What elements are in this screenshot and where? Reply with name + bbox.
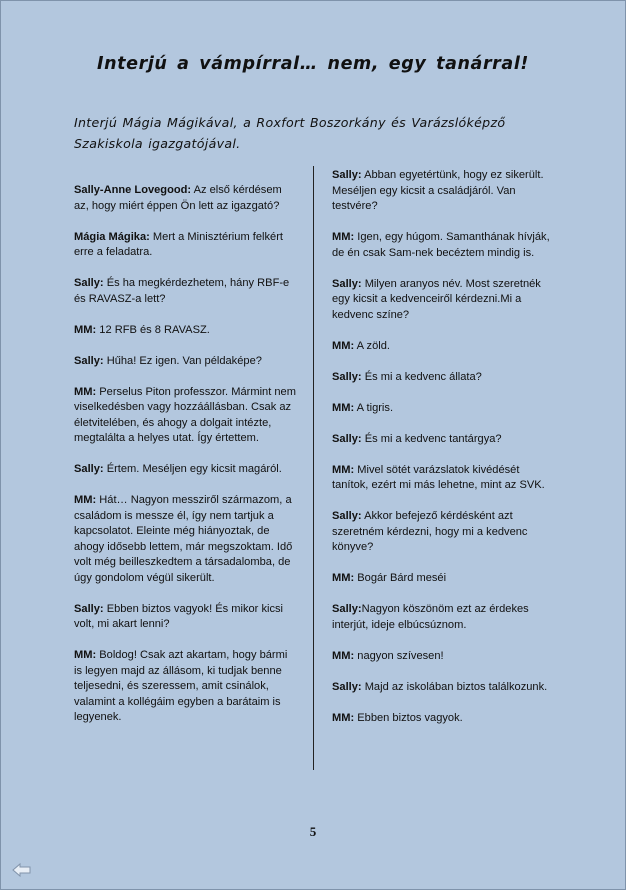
dialogue-text: Boldog! Csak azt akartam, hogy bármi is legyen majd az állásom, ki tudjak benne teljesedni, és szeressem, amit csinálok, valamint a kollégáim egyben a barátaim is legyenek. [74, 649, 288, 723]
speaker-label: MM: [332, 231, 355, 243]
dialogue-line [332, 277, 554, 324]
dialogue-line [332, 370, 554, 386]
back-arrow-icon[interactable] [12, 862, 32, 878]
dialogue-line [74, 354, 296, 370]
dialogue-text: És mi a kedvenc tantárgya? [361, 432, 502, 445]
dialogue-line [332, 463, 554, 494]
dialogue-text: Akkor befejező kérdésként azt szeretném kérdezni, hogy mi a kedvenc könyve? [332, 510, 528, 553]
dialogue-text: Ebben biztos vagyok! És mikor kicsi volt, mi akart lenni? [74, 602, 284, 630]
speaker-label: Sally: [332, 277, 362, 290]
right-column [332, 168, 554, 742]
speaker-label: Sally: [74, 354, 104, 367]
dialogue-line [332, 680, 554, 696]
speaker-label: Sally: [332, 603, 362, 615]
dialogue-text: Milyen aranyos név. Most szeretnék egy kicsit a kedvenceiről kérdezni.Mi a kedvenc színe? [332, 277, 541, 321]
dialogue-line [332, 602, 554, 633]
page-subtitle: Interjú Mágia Mágikával, a Roxfort Boszorkány és Varázslóképző Szakiskola igazgatójával. [74, 115, 506, 151]
speaker-label: MM: [332, 711, 355, 724]
dialogue-line [332, 509, 554, 556]
dialogue-text: Hát… Nagyon messziről származom, a családom is messze él, így nem tartjuk a kapcsolatot. Eleinte még hiányoztak, de ahogy idősebb lettem, már megszoktam. Idő volt még beilleszkedtem a társadalomba, de úgy gondolom végül sikerült. [74, 494, 293, 584]
speaker-label: Sally: [332, 432, 362, 445]
left-column [74, 183, 296, 741]
dialogue-text: Mert a Minisztérium felkért erre a feladatra. [74, 230, 283, 258]
speaker-label: MM: [74, 649, 97, 661]
column-divider [313, 166, 314, 770]
speaker-label: MM: [332, 339, 355, 352]
dialogue-line [332, 571, 554, 587]
dialogue-line [332, 230, 554, 261]
speaker-label: MM: [332, 401, 355, 414]
speaker-label: Sally: [332, 680, 362, 693]
speaker-label: Sally: [74, 463, 104, 475]
dialogue-text: A tigris. [354, 401, 394, 414]
dialogue-line [74, 323, 296, 339]
dialogue-text: A zöld. [354, 339, 390, 352]
dialogue-text: Perselus Piton professzor. Mármint nem viselkedésben vagy hozzáállásban. Csak az életvitelében, és ahogy a dolgait intézte, megtalálta a helyes utat. Így értettem. [74, 385, 296, 444]
page-number: 5 [309, 824, 317, 839]
speaker-label: Sally: [74, 602, 104, 615]
dialogue-line [332, 339, 554, 355]
speaker-label: MM: [74, 385, 97, 398]
dialogue-line [74, 385, 296, 447]
dialogue-text: Majd az iskolában biztos találkozunk. [361, 680, 548, 693]
dialogue-line [332, 168, 554, 215]
dialogue-line [74, 462, 296, 478]
page-title: Interjú a vámpírral… nem, egy tanárral! [96, 54, 529, 74]
dialogue-line [74, 183, 296, 214]
dialogue-text: 12 RFB és 8 RAVASZ. [96, 323, 210, 336]
speaker-label: Sally: [74, 277, 104, 289]
dialogue-text: És ha megkérdezhetem, hány RBF-e és RAVASZ-a lett? [74, 277, 290, 305]
speaker-label: MM: [332, 463, 355, 476]
dialogue-text: nagyon szívesen! [354, 649, 444, 662]
dialogue-line [332, 401, 554, 417]
dialogue-text: Hűha! Ez igen. Van példaképe? [103, 354, 262, 367]
dialogue-text: Értem. Meséljen egy kicsit magáról. [103, 463, 282, 475]
speaker-label: Sally-Anne Lovegood: [74, 184, 192, 196]
dialogue-line [332, 432, 554, 448]
dialogue-text: Bogár Bárd meséi [354, 572, 447, 584]
dialogue-line [74, 493, 296, 586]
dialogue-text: Igen, egy húgom. Samanthának hívják, de én csak Sam-nek becéztem mindig is. [332, 231, 550, 259]
speaker-label: Sally: [332, 510, 362, 522]
speaker-label: Sally: [332, 370, 362, 383]
dialogue-text: Ebben biztos vagyok. [354, 711, 463, 724]
dialogue-text: Mivel sötét varázslatok kivédését tanítok, ezért mi más lehetne, mint az SVK. [332, 463, 545, 491]
dialogue-text: Nagyon köszönöm ezt az érdekes interjút, ideje elbúcsúznom. [332, 603, 529, 631]
dialogue-line [74, 648, 296, 726]
dialogue-line [332, 711, 554, 727]
dialogue-line [332, 649, 554, 665]
dialogue-text: Abban egyetértünk, hogy ez sikerült. Meséljen egy kicsit a családjáról. Van testvére? [332, 169, 544, 212]
speaker-label: MM: [74, 494, 97, 506]
dialogue-line [74, 602, 296, 633]
speaker-label: MM: [332, 572, 355, 584]
speaker-label: MM: [332, 649, 355, 662]
dialogue-text: És mi a kedvenc állata? [361, 370, 482, 383]
speaker-label: MM: [74, 323, 97, 336]
dialogue-text: Az első kérdésem az, hogy miért éppen Ön lett az igazgató? [74, 184, 282, 212]
dialogue-line [74, 230, 296, 261]
speaker-label: Mágia Mágika: [74, 230, 150, 243]
dialogue-line [74, 276, 296, 307]
speaker-label: Sally: [332, 169, 362, 181]
